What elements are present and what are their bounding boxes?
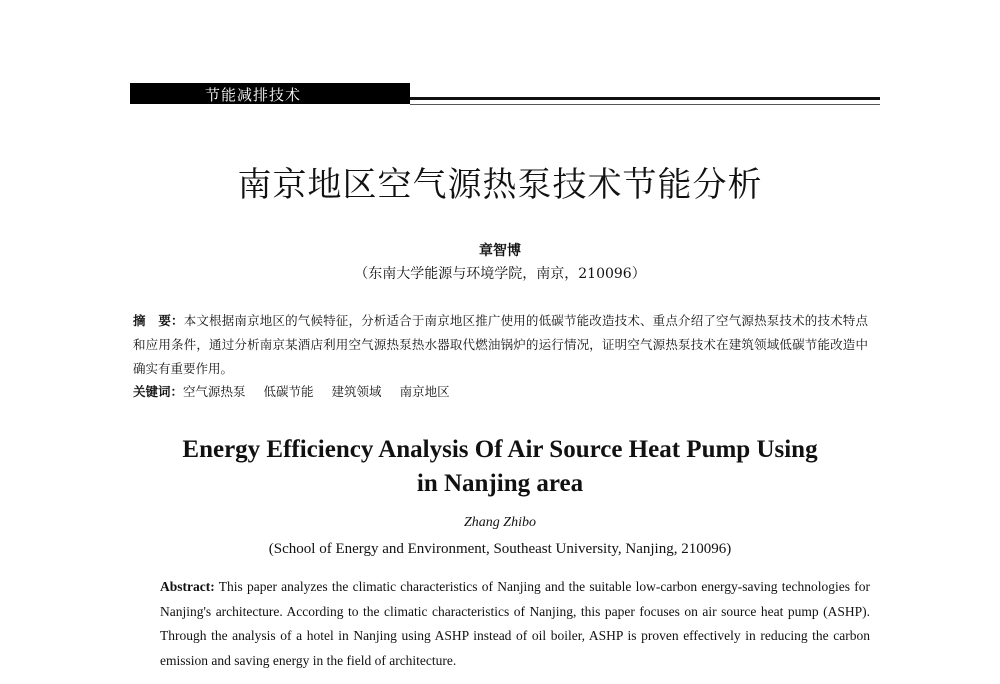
title-english <box>0 433 1000 501</box>
abstract-english <box>160 575 870 673</box>
abstract-label-en: Abstract: <box>160 579 215 594</box>
author-chinese: 章智博 <box>479 243 521 259</box>
title-english-line2: in Nanjing area <box>416 470 584 497</box>
header-rule-thin <box>410 104 880 105</box>
keyword: 低碳节能 <box>263 384 314 399</box>
title-chinese: 南京地区空气源热泵技术节能分析 <box>237 165 763 205</box>
affiliation-english: (School of Energy and Environment, Southeast University, Nanjing, 210096) <box>268 541 732 557</box>
abstract-text-cn: 本文根据南京地区的气候特征，分析适合于南京地区推广使用的低碳节能改造技术、重点介绍了空气源热泵技术的技术特点和应用条件，通过分析南京某酒店利用空气源热泵热水器取代燃油锅炉的运行情况，证明空气源热泵技术在建筑领域低碳节能改造中确实有重要作用。 <box>133 313 868 376</box>
keyword: 建筑领域 <box>331 384 382 399</box>
keyword: 南京地区 <box>399 384 450 399</box>
keywords-label: 关键词： <box>133 384 184 399</box>
header-rule-thick <box>410 97 880 100</box>
affiliation-chinese: （东南大学能源与环境学院，南京，210096） <box>354 266 646 282</box>
section-label: 节能减排技术 <box>205 86 302 104</box>
title-english-line1: Energy Efficiency Analysis Of Air Source Heat Pump Using <box>182 436 818 463</box>
abstract-text-en: This paper analyzes the climatic characteristics of Nanjing and the suitable low-carbon energy-saving technologies for Nanjing's architecture. According to the climatic characteristics of Nanjing, this paper focuses on air source heat pump (ASHP). Through the analysis of a hotel in Nanjing using ASHP instead of oil boiler, ASHP is proven effectively in reducing the carbon emission and saving energy in the field of architecture. <box>160 579 870 668</box>
keywords-chinese <box>133 382 468 400</box>
abstract-chinese <box>133 309 868 381</box>
author-english: Zhang Zhibo <box>464 515 536 530</box>
abstract-label-cn: 摘 要： <box>133 313 184 328</box>
keyword: 空气源热泵 <box>183 384 246 399</box>
